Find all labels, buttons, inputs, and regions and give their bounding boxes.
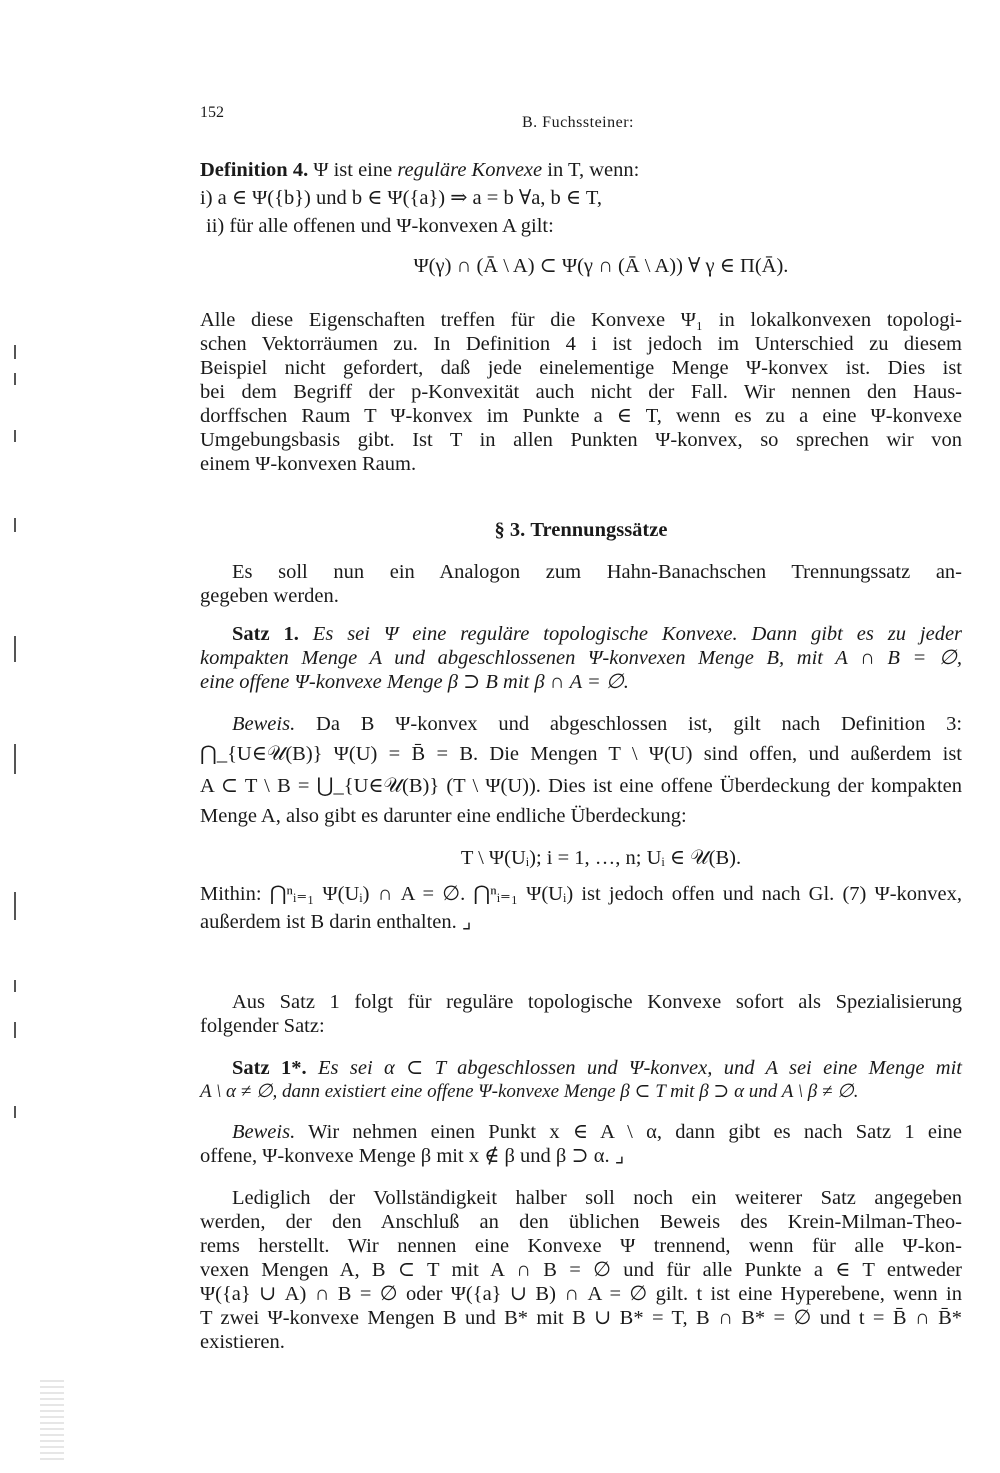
section-heading (200, 518, 962, 542)
paragraph-line: bei dem Begriff der p-Konvexität auch nicht der Fall. Wir nennen den Haus- (200, 381, 962, 403)
margin-mark (14, 1106, 16, 1118)
margin-mark (14, 892, 16, 920)
satz-1-star-text: Es sei α ⊂ T abgeschlossen und Ψ-konvex, und A sei eine Menge mit (317, 1057, 963, 1079)
proof-2-label: Beweis. (232, 1121, 296, 1143)
proof-1-label: Beweis. (232, 713, 296, 735)
definition-term: reguläre Konvexe (397, 159, 543, 181)
proof-1-text: A ⊂ T \ B = ⋃_{U∈𝒰(B)} (T \ Ψ(U)). Dies ist eine offene Überdeckung der kompakten (200, 775, 962, 797)
margin-mark (14, 1022, 16, 1038)
proof-1-text: außerdem ist B darin enthalten. ⌟ (200, 911, 472, 933)
paragraph-line: Lediglich der Vollständigkeit halber soll noch ein weiterer Satz angegeben (232, 1187, 962, 1209)
paragraph-line: Beispiel nicht gefordert, daß jede einelementige Menge Ψ-konvex ist. Dies ist (200, 357, 962, 379)
proof-1-formula: T \ Ψ(Uᵢ); i = 1, …, n; Uᵢ ∈ 𝒰(B). (460, 847, 742, 869)
proof-1-text: ⋂_{U∈𝒰(B)} Ψ(U) = B̄ = B. Die Mengen T \ Ψ(U) sind offen, und außerdem ist (200, 743, 962, 765)
margin-mark (14, 345, 16, 359)
proof-1-text: Da B Ψ-konvex und abgeschlossen ist, gilt nach Definition 3: (316, 713, 963, 735)
paragraph-3 (200, 990, 962, 1038)
proof-2-text: offene, Ψ-konvexe Menge β mit x ∉ β und β ⊃ α. ⌟ (200, 1145, 625, 1167)
proof-1-text: Mithin: ⋂ⁿᵢ₌₁ Ψ(Uᵢ) ∩ A = ∅. ⋂ⁿᵢ₌₁ Ψ(Uᵢ) ist jedoch offen und nach Gl. (7) Ψ-konvex, (200, 883, 962, 905)
proof-2-text: Wir nehmen einen Punkt x ∈ A \ α, dann gibt es nach Satz 1 eine (308, 1121, 962, 1143)
satz-1-star (200, 1056, 962, 1104)
paragraph-line: rems herstellt. Wir nennen eine Konvexe Ψ trennend, wenn für alle Ψ-kon- (200, 1235, 962, 1257)
satz-1-text: kompakten Menge A und abgeschlossenen Ψ-konvexen Menge B, mit A ∩ B = ∅, (200, 647, 962, 669)
running-head: B. Fuchssteiner: (522, 114, 634, 131)
satz-1-label: Satz 1. (232, 623, 299, 645)
proof-2 (200, 1120, 962, 1168)
definition-item-ii: ii) für alle offenen und Ψ-konvexen A gilt: (206, 215, 554, 237)
paragraph-line: einem Ψ-konvexen Raum. (200, 453, 417, 475)
satz-1-star-label: Satz 1*. (232, 1057, 307, 1079)
margin-mark (14, 636, 16, 662)
satz-1 (200, 622, 962, 694)
paragraph-line: Aus Satz 1 folgt für reguläre topologische Konvexe sofort als Spezialisierung (232, 991, 962, 1013)
paragraph-line: schen Vektorräumen zu. In Definition 4 i ist jedoch im Unterschied zu diesem (200, 333, 962, 355)
section-number: § 3. (494, 519, 526, 541)
paragraph-2 (200, 560, 962, 608)
margin-mark (14, 980, 16, 992)
definition-intro-end: in T, wenn: (547, 159, 640, 181)
paragraph-line: Ψ({a} ∪ A) ∩ B = ∅ oder Ψ({a} ∪ B) ∩ A = ∅ gilt. t ist eine Hyperebene, wenn in (200, 1283, 962, 1305)
satz-1-star-text: A \ α ≠ ∅, dann existiert eine offene Ψ-konvexe Menge β ⊂ T mit β ⊃ α und A \ β ≠ ∅. (200, 1081, 859, 1102)
page-number: 152 (200, 104, 224, 121)
paragraph-1 (200, 308, 962, 476)
paragraph-4 (200, 1186, 962, 1354)
proof-1-text: Menge A, also gibt es darunter eine endliche Überdeckung: (200, 805, 687, 827)
definition-label: Definition 4. (200, 159, 309, 181)
paragraph-line: existieren. (200, 1331, 285, 1353)
section-title: Trennungssätze (530, 519, 668, 541)
paragraph-line: Es soll nun ein Analogon zum Hahn-Banachschen Trennungssatz an- (232, 561, 962, 583)
proof-1 (200, 712, 962, 934)
margin-mark (14, 430, 16, 442)
satz-1-text: eine offene Ψ-konvexe Menge β ⊃ B mit β ∩ A = ∅. (200, 671, 629, 693)
margin-mark (14, 373, 16, 385)
scan-margin-marks (0, 0, 40, 1473)
definition-formula: Ψ(γ) ∩ (Ā \ A) ⊂ Ψ(γ ∩ (Ā \ A)) ∀ γ ∈ Π(Ā). (413, 255, 789, 277)
paragraph-line: Umgebungsbasis gibt. Ist T in allen Punkten Ψ-konvex, so sprechen wir von (200, 429, 962, 451)
paragraph-line: T zwei Ψ-konvexe Mengen B und B* mit B ∪ B* = T, B ∩ B* = ∅ und t = B̄ ∩ B̄* (200, 1307, 962, 1329)
paragraph-line: Alle diese Eigenschaften treffen für die Konvexe Ψ₁ in lokalkonvexen topologi- (200, 309, 962, 331)
margin-mark (14, 744, 16, 774)
definition-item-i: i) a ∈ Ψ({b}) und b ∈ Ψ({a}) ⇒ a = b ∀a, b ∈ T, (200, 187, 602, 209)
scan-edge-noise (40, 1380, 64, 1460)
satz-1-text: Es sei Ψ eine reguläre topologische Konvexe. Dann gibt es zu jeder (312, 623, 963, 645)
definition-4 (200, 158, 962, 288)
paragraph-line: gegeben werden. (200, 585, 339, 607)
paragraph-line: werden, der den Anschluß an den üblichen Beweis des Krein-Milman-Theo- (200, 1211, 962, 1233)
paragraph-line: folgender Satz: (200, 1015, 325, 1037)
definition-intro: Ψ ist eine (313, 159, 393, 181)
margin-mark (14, 518, 16, 532)
paragraph-line: vexen Mengen A, B ⊂ T mit A ∩ B = ∅ und für alle Punkte a ∈ T entweder (200, 1259, 962, 1281)
paragraph-line: dorffschen Raum T Ψ-konvex im Punkte a ∈ T, wenn es zu a eine Ψ-konvexe (200, 405, 962, 427)
